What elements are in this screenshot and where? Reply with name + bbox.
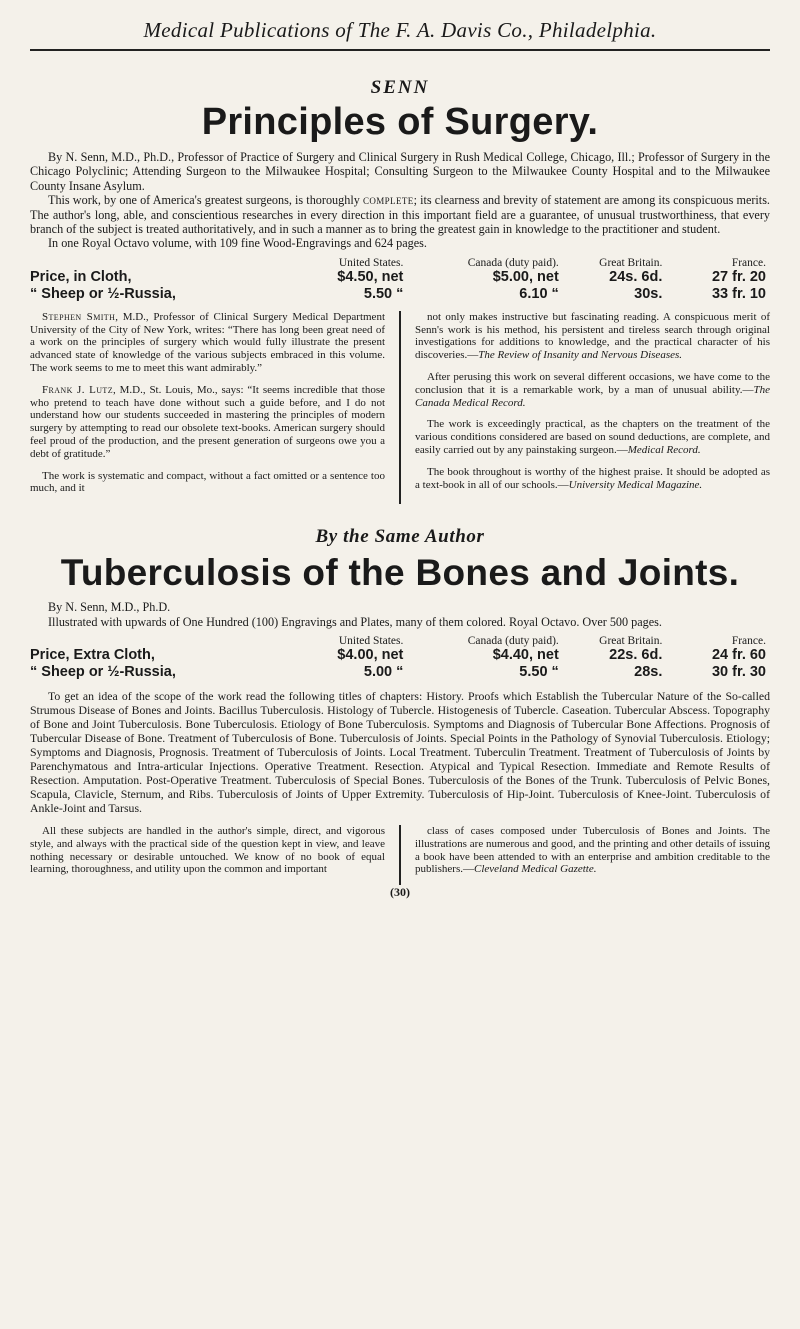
book1-byline: By N. Senn, M.D., Ph.D., Professor of Practice of Surgery and Clinical Surgery in Rush Medical College, Chicago, Ill.; Professor of Surgery in the Chicago Polyclinic; Attending Surgeon to the Milwaukee Hospital; Consulting Surgeon to the Milwaukee County Hospital and to the Milwaukee County Insane Asylum. [30,150,770,193]
desc-part-b: ; its clearness and brevity of statement are among its conspicuous merits. The author's long, able, and conscientious researches in every direction in this important field are a guarantee, of unusual trustworthiness, that every branch of the subject is treated authoritatively, and in such a manner as to bring the greatest gain in knowledge to the practitioner and student. [30,193,770,237]
book1-reviews [30,311,770,504]
reviews-right-column [415,311,770,504]
price-header-gb: Great Britain. [599,256,663,269]
desc-complete: complete [362,193,414,208]
price-label: “ Sheep or ½-Russia, [30,664,176,681]
running-head: Medical Publications of The F. A. Davis Co., Philadelphia. [30,18,770,51]
review-medical-record [415,418,770,456]
reviews-left-column [30,311,385,504]
column-divider [399,825,401,885]
review-source: Medical Record. [627,444,701,457]
price-header-blank [30,635,282,647]
by-same-author: By the Same Author [315,526,485,548]
review-source: The Review of Insanity and Nervous Diseases. [478,349,683,362]
price-header-canada: Canada (duty paid). [467,256,559,269]
reviews-right-column [415,825,770,885]
price-canada: $4.40, net [492,647,559,664]
price-header-row [30,257,770,269]
price-us: 5.00 “ [363,664,404,681]
book2-price-table [30,635,770,681]
price-header-canada: Canada (duty paid). [467,635,559,648]
price-row [30,269,770,286]
book-title-principles: Principles of Surgery. [201,101,599,143]
price-canada: $5.00, net [492,268,559,285]
reviewer-name: Frank J. Lutz [42,383,113,396]
review-text: The work is exceedingly practical, as the chapters on the treatment of the various conditions considered are based on sound deductions, are complete, and easily carried out by any painstaking surgeon.— [415,418,770,457]
price-fr: 27 fr. 20 [711,268,766,285]
book2-reviews [30,825,770,885]
review-source: University Medical Magazine. [568,478,703,491]
review-frank-lutz [30,384,385,461]
price-us: 5.50 “ [363,285,404,302]
column-divider [399,311,401,504]
review-text: , M.D., Professor of Clinical Surgery Medical Department University of the City of New York, writes: “There has long been great need of a work on the principles of surgery which would fully illustrate the present advanced state of knowledge of the various subjects embraced in this volume. The work seems to me to meet this want admirably.” [30,310,385,375]
page-number: (30) [390,885,410,900]
page [30,0,770,900]
price-label: “ Sheep or ½-Russia, [30,285,176,302]
desc-part-a: This work, by one of America's greatest surgeons, is thoroughly [48,193,363,208]
price-fr: 30 fr. 30 [711,664,766,681]
price-us: $4.00, net [337,647,404,664]
review-stephen-smith [30,311,385,375]
review-all-subjects: All these subjects are handled in the author's simple, direct, and vigorous style, and always with the practical side of the question kept in view, and leave nothing necessary or desirable untouched. We know of no book of equal learning, thoroughness, and utility upon the common and important [30,825,385,876]
reviews-left-column [30,825,385,885]
author-kicker: SENN [370,77,430,98]
review-canada-record [415,371,770,409]
price-label: Price, Extra Cloth, [30,647,155,664]
price-header-us: United States. [338,256,404,269]
book2-byline: By N. Senn, M.D., Ph.D. [48,600,171,615]
price-header-row [30,635,770,647]
price-canada: 6.10 “ [519,285,559,302]
book2-illustrated: Illustrated with upwards of One Hundred (100) Engravings and Plates, many of them colored. Royal Octavo. Over 500 pages. [48,614,662,629]
price-gb: 24s. 6d. [609,268,663,285]
review-text: class of cases composed under Tuberculosis of Bones and Joints. The illustrations are numerous and good, and the printing and other details of issuing a book have been attended to with an enterprise and ambition creditable to the publishers.— [415,825,770,876]
review-systematic [30,470,385,496]
price-header-fr: France. [731,635,766,648]
review-text: The book throughout is worthy of the highest praise. It should be adopted as a text-book in all of our schools.— [415,465,770,491]
price-header-blank [30,257,282,269]
price-label: Price, in Cloth, [30,268,132,285]
price-gb: 30s. [634,285,663,302]
price-gb: 28s. [634,664,663,681]
price-row [30,286,770,303]
book1-volume: In one Royal Octavo volume, with 109 fine Wood-Engravings and 624 pages. [48,236,427,251]
price-row [30,664,770,681]
review-text: not only makes instructive but fascinating reading. A conspicuous merit of Senn's work is his method, his persistent and tireless search through original investigations for additions to knowledge, and the practical character of his discoveries.— [415,310,770,362]
price-header-gb: Great Britain. [599,635,663,648]
reviewer-name: Stephen Smith [42,310,116,323]
review-insanity [415,311,770,362]
review-cleveland [415,825,770,876]
book1-price-table [30,257,770,303]
book1-description [30,193,770,236]
review-source: Cleveland Medical Gazette. [473,863,597,876]
review-text: The work is systematic and compact, without a fact omitted or a sentence too much, and it [30,469,385,495]
price-canada: 5.50 “ [519,664,559,681]
review-source: The Canada Medical Record. [415,383,770,409]
price-row [30,647,770,664]
review-university [415,466,770,492]
review-text: After perusing this work on several different occasions, we have come to the conclusion that it is a remarkable work, by a man of unusual ability.— [415,371,770,396]
review-text: , M.D., St. Louis, Mo., says: “It seems incredible that those who pretend to teach have done without such a guide before, and I do not understand how our students succeeded in mastering the principles of modern surgery by attempting to read our obsolete text-books. American surgery should feel proud of the production, and the present generation of surgeons owe you a debt of gratitude.” [30,383,385,460]
price-fr: 24 fr. 60 [711,647,766,664]
price-gb: 22s. 6d. [609,647,663,664]
price-us: $4.50, net [337,268,404,285]
chapter-titles: To get an idea of the scope of the work read the following titles of chapters: History. Proofs which Establish the Tubercular Nature of the So-called Strumous Disease of Bones and Joints. Bacillus Tuberculosis. Histology of Tubercle. Histogenesis of Tubercle. Caseation. Tubercular Abscess. Topography of Bone and Joint Tuberculosis. Bone Tuberculosis. Etiology of Bone Tuberculosis. Symptoms and Diagnosis of Tubercular Bone Affections. Prognosis of Tubercular Disease of Bone. Treatment of Tuberculosis of Bone. Tuberculosis of Joints. Special Points in the Pathology of Synovial Tuberculosis. Etiology; Symptoms and Diagnosis, Prognosis. Treatment of Tuberculosis of Joints. Local Treatment. Tuberculin Treatment. Treatment of Tuberculosis of Joints by Parenchymatous and Intra-articular Injections. Operative Treatment. Resection. Atypical and Typical Resection. Immediate and Remote Results of Resection. Amputation. Post-Operative Treatment. Tuberculosis of Special Bones. Tuberculosis of the Bones of the Trunk. Tuberculosis of Pelvic Bones, Scapula, Clavicle, Sternum, and Ribs. Tuberculosis of Joints of Upper Extremity. Tuberculosis of Hip-Joint. Tuberculosis of Knee-Joint. Tuberculosis of Ankle-Joint and Tarsus. [30,689,770,816]
price-fr: 33 fr. 10 [711,285,766,302]
book-title-tuberculosis: Tuberculosis of the Bones and Joints. [60,552,740,594]
price-header-us: United States. [338,635,404,648]
price-header-fr: France. [731,256,766,269]
